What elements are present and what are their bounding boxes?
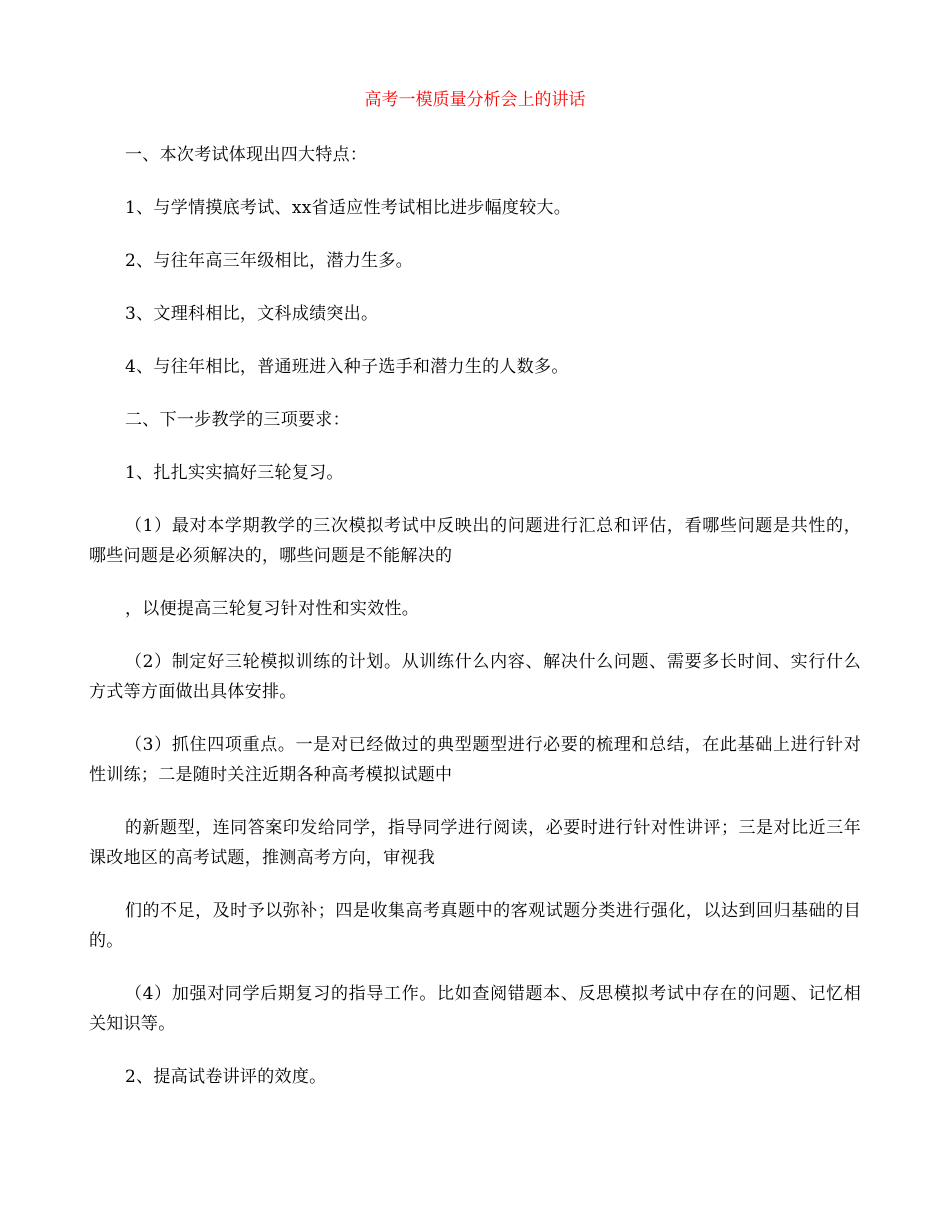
paragraph: 3、文理科相比，文科成绩突出。 — [125, 304, 379, 324]
paragraph: （2）制定好三轮模拟训练的计划。从训练什么内容、解决什么问题、需要多长时间、实行什么方式等方面做出具体安排。 — [89, 652, 861, 702]
paragraph: 4、与往年相比，普通班进入种子选手和潜力生的人数多。 — [125, 357, 569, 377]
paragraph: （4）加强对同学后期复习的指导工作。比如查阅错题本、反思模拟考试中存在的问题、记忆相关知识等。 — [89, 984, 861, 1034]
section-heading-2: 二、下一步教学的三项要求： — [125, 410, 350, 430]
paragraph: （3）抓住四项重点。一是对已经做过的典型题型进行必要的梳理和总结，在此基础上进行针对性训练；二是随时关注近期各种高考模拟试题中 — [89, 735, 861, 785]
paragraph: 1、与学情摸底考试、xx省适应性考试相比进步幅度较大。 — [125, 198, 572, 218]
paragraph: 2、提高试卷讲评的效度。 — [125, 1067, 327, 1087]
paragraph: （1）最对本学期教学的三次模拟考试中反映出的问题进行汇总和评估，看哪些问题是共性的，哪些问题是必须解决的，哪些问题是不能解决的 — [89, 516, 861, 566]
paragraph: 们的不足，及时予以弥补；四是收集高考真题中的客观试题分类进行强化，以达到回归基础的目的。 — [89, 901, 861, 951]
paragraph: ，以便提高三轮复习针对性和实效性。 — [125, 599, 420, 619]
paragraph: 2、与往年高三年级相比，潜力生多。 — [125, 251, 413, 271]
document-title: 高考一模质量分析会上的讲话 — [364, 90, 586, 110]
paragraph: 1、扎扎实实搞好三轮复习。 — [125, 463, 344, 483]
section-heading-1: 一、本次考试体现出四大特点： — [125, 145, 368, 165]
paragraph: 的新题型，连同答案印发给同学，指导同学进行阅读，必要时进行针对性讲评；三是对比近三年课改地区的高考试题，推测高考方向，审视我 — [89, 818, 861, 868]
